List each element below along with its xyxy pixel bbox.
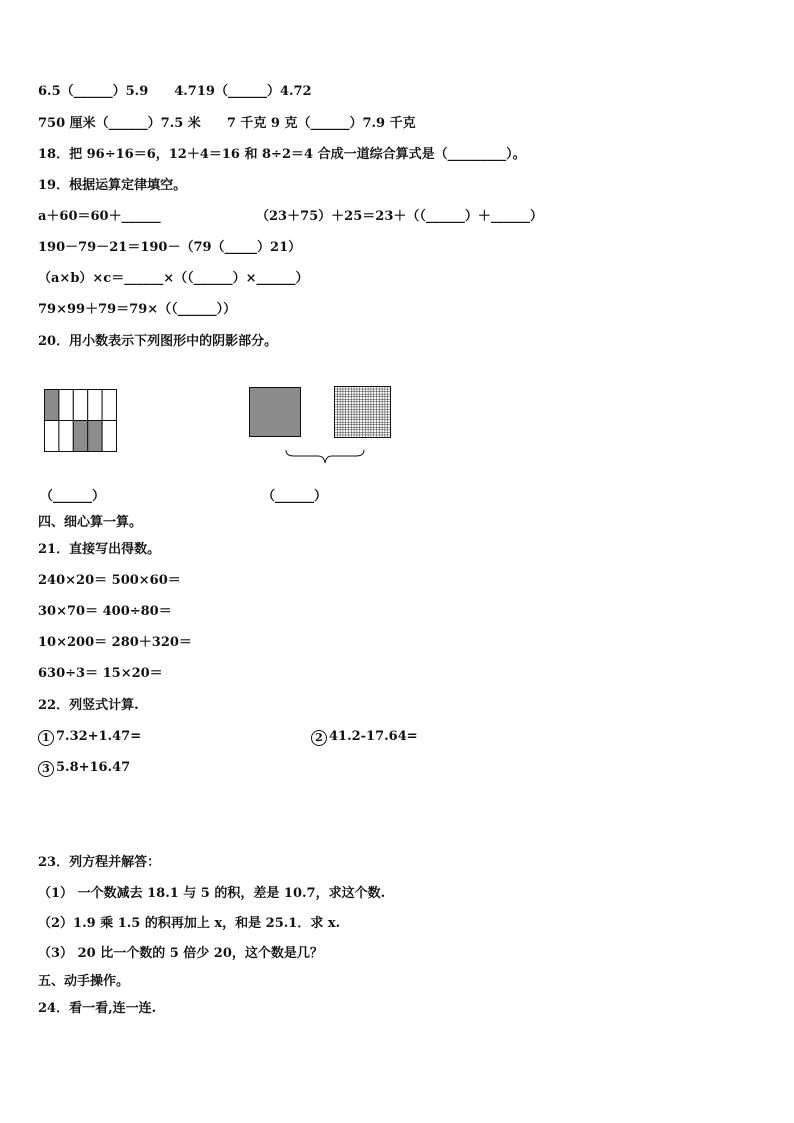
brace-icon: [284, 448, 366, 470]
question-19b: （23＋75）＋25＝23＋（（______）＋______）: [256, 209, 543, 224]
question-22-2: [311, 729, 418, 746]
grid-cell: [88, 390, 102, 421]
answer-blank-20-2[interactable]: （______）: [262, 489, 328, 504]
question-22-1-text: 7.32+1.47=: [56, 729, 142, 744]
line-compare-2: [38, 116, 416, 132]
question-19c: 190－79－21＝190－（79（_____）21）: [38, 240, 302, 255]
question-22-3-text: 5.8+16.47: [56, 760, 131, 775]
line-compare-1: [38, 84, 312, 100]
grid-cell: [59, 421, 73, 452]
grid-cell: [45, 421, 59, 452]
question-21b: 30×70＝ 400÷80＝: [38, 604, 172, 619]
circled-number-2: 2: [311, 730, 327, 746]
figure-grid-2x5: [44, 389, 118, 453]
compare-1a: 6.5（______）5.9: [38, 84, 149, 99]
question-21a: 240×20＝ 500×60＝: [38, 573, 181, 588]
compare-1b: 4.719（______）4.72: [174, 84, 312, 99]
shaded-square: [250, 388, 301, 437]
compare-2b: 7 千克 9 克（______）7.9 千克: [226, 116, 416, 131]
grid-cell: [59, 390, 73, 421]
question-22-2-text: 41.2-17.64=: [329, 729, 418, 744]
question-21: 21．直接写出得数。: [38, 542, 161, 557]
question-19e: 79×99＋79＝79×（（______））: [38, 302, 237, 317]
grid-cell-shaded: [88, 421, 102, 452]
question-19a: a＋60＝60＋______: [38, 209, 161, 224]
compare-2a: 750 厘米（______）7.5 米: [38, 116, 201, 131]
question-23-2: （2）1.9 乘 1.5 的积再加上 x，和是 25.1．求 x.: [38, 916, 341, 931]
question-20: 20．用小数表示下列图形中的阴影部分。: [38, 334, 278, 349]
grid-cell: [102, 421, 116, 452]
question-22-1: [38, 729, 141, 746]
grid-cell-shaded: [45, 390, 59, 421]
question-22: 22．列竖式计算.: [38, 698, 139, 713]
section-5-title: 五、动手操作。: [38, 974, 130, 989]
question-22-3: [38, 760, 130, 777]
question-21d: 630÷3＝ 15×20＝: [38, 666, 163, 681]
question-24: 24．看一看,连一连.: [38, 1001, 157, 1016]
grid-cell: [73, 390, 87, 421]
grid-cell: [102, 390, 116, 421]
answer-blank-20-1[interactable]: （______）: [40, 489, 106, 504]
question-19d: （a×b）×c＝______×（（______）×______）: [38, 271, 309, 286]
question-23: 23．列方程并解答：: [38, 855, 161, 870]
question-23-3: （3） 20 比一个数的 5 倍少 20，这个数是几？: [38, 946, 323, 961]
figure-fine-grid: [334, 386, 392, 439]
question-21c: 10×200＝ 280＋320＝: [38, 635, 192, 650]
question-23-1: （1） 一个数减去 18.1 与 5 的积，差是 10.7，求这个数.: [38, 886, 386, 901]
section-4-title: 四、细心算一算。: [38, 515, 143, 530]
grid-cell-shaded: [73, 421, 87, 452]
circled-number-1: 1: [38, 730, 54, 746]
figure-shaded-square: [249, 387, 302, 438]
circled-number-3: 3: [38, 761, 54, 777]
question-19: 19．根据运算定律填空。: [38, 178, 187, 193]
question-18: 18．把 96÷16＝6，12＋4＝16 和 8÷2＝4 合成一道综合算式是（_________）。: [38, 147, 526, 162]
